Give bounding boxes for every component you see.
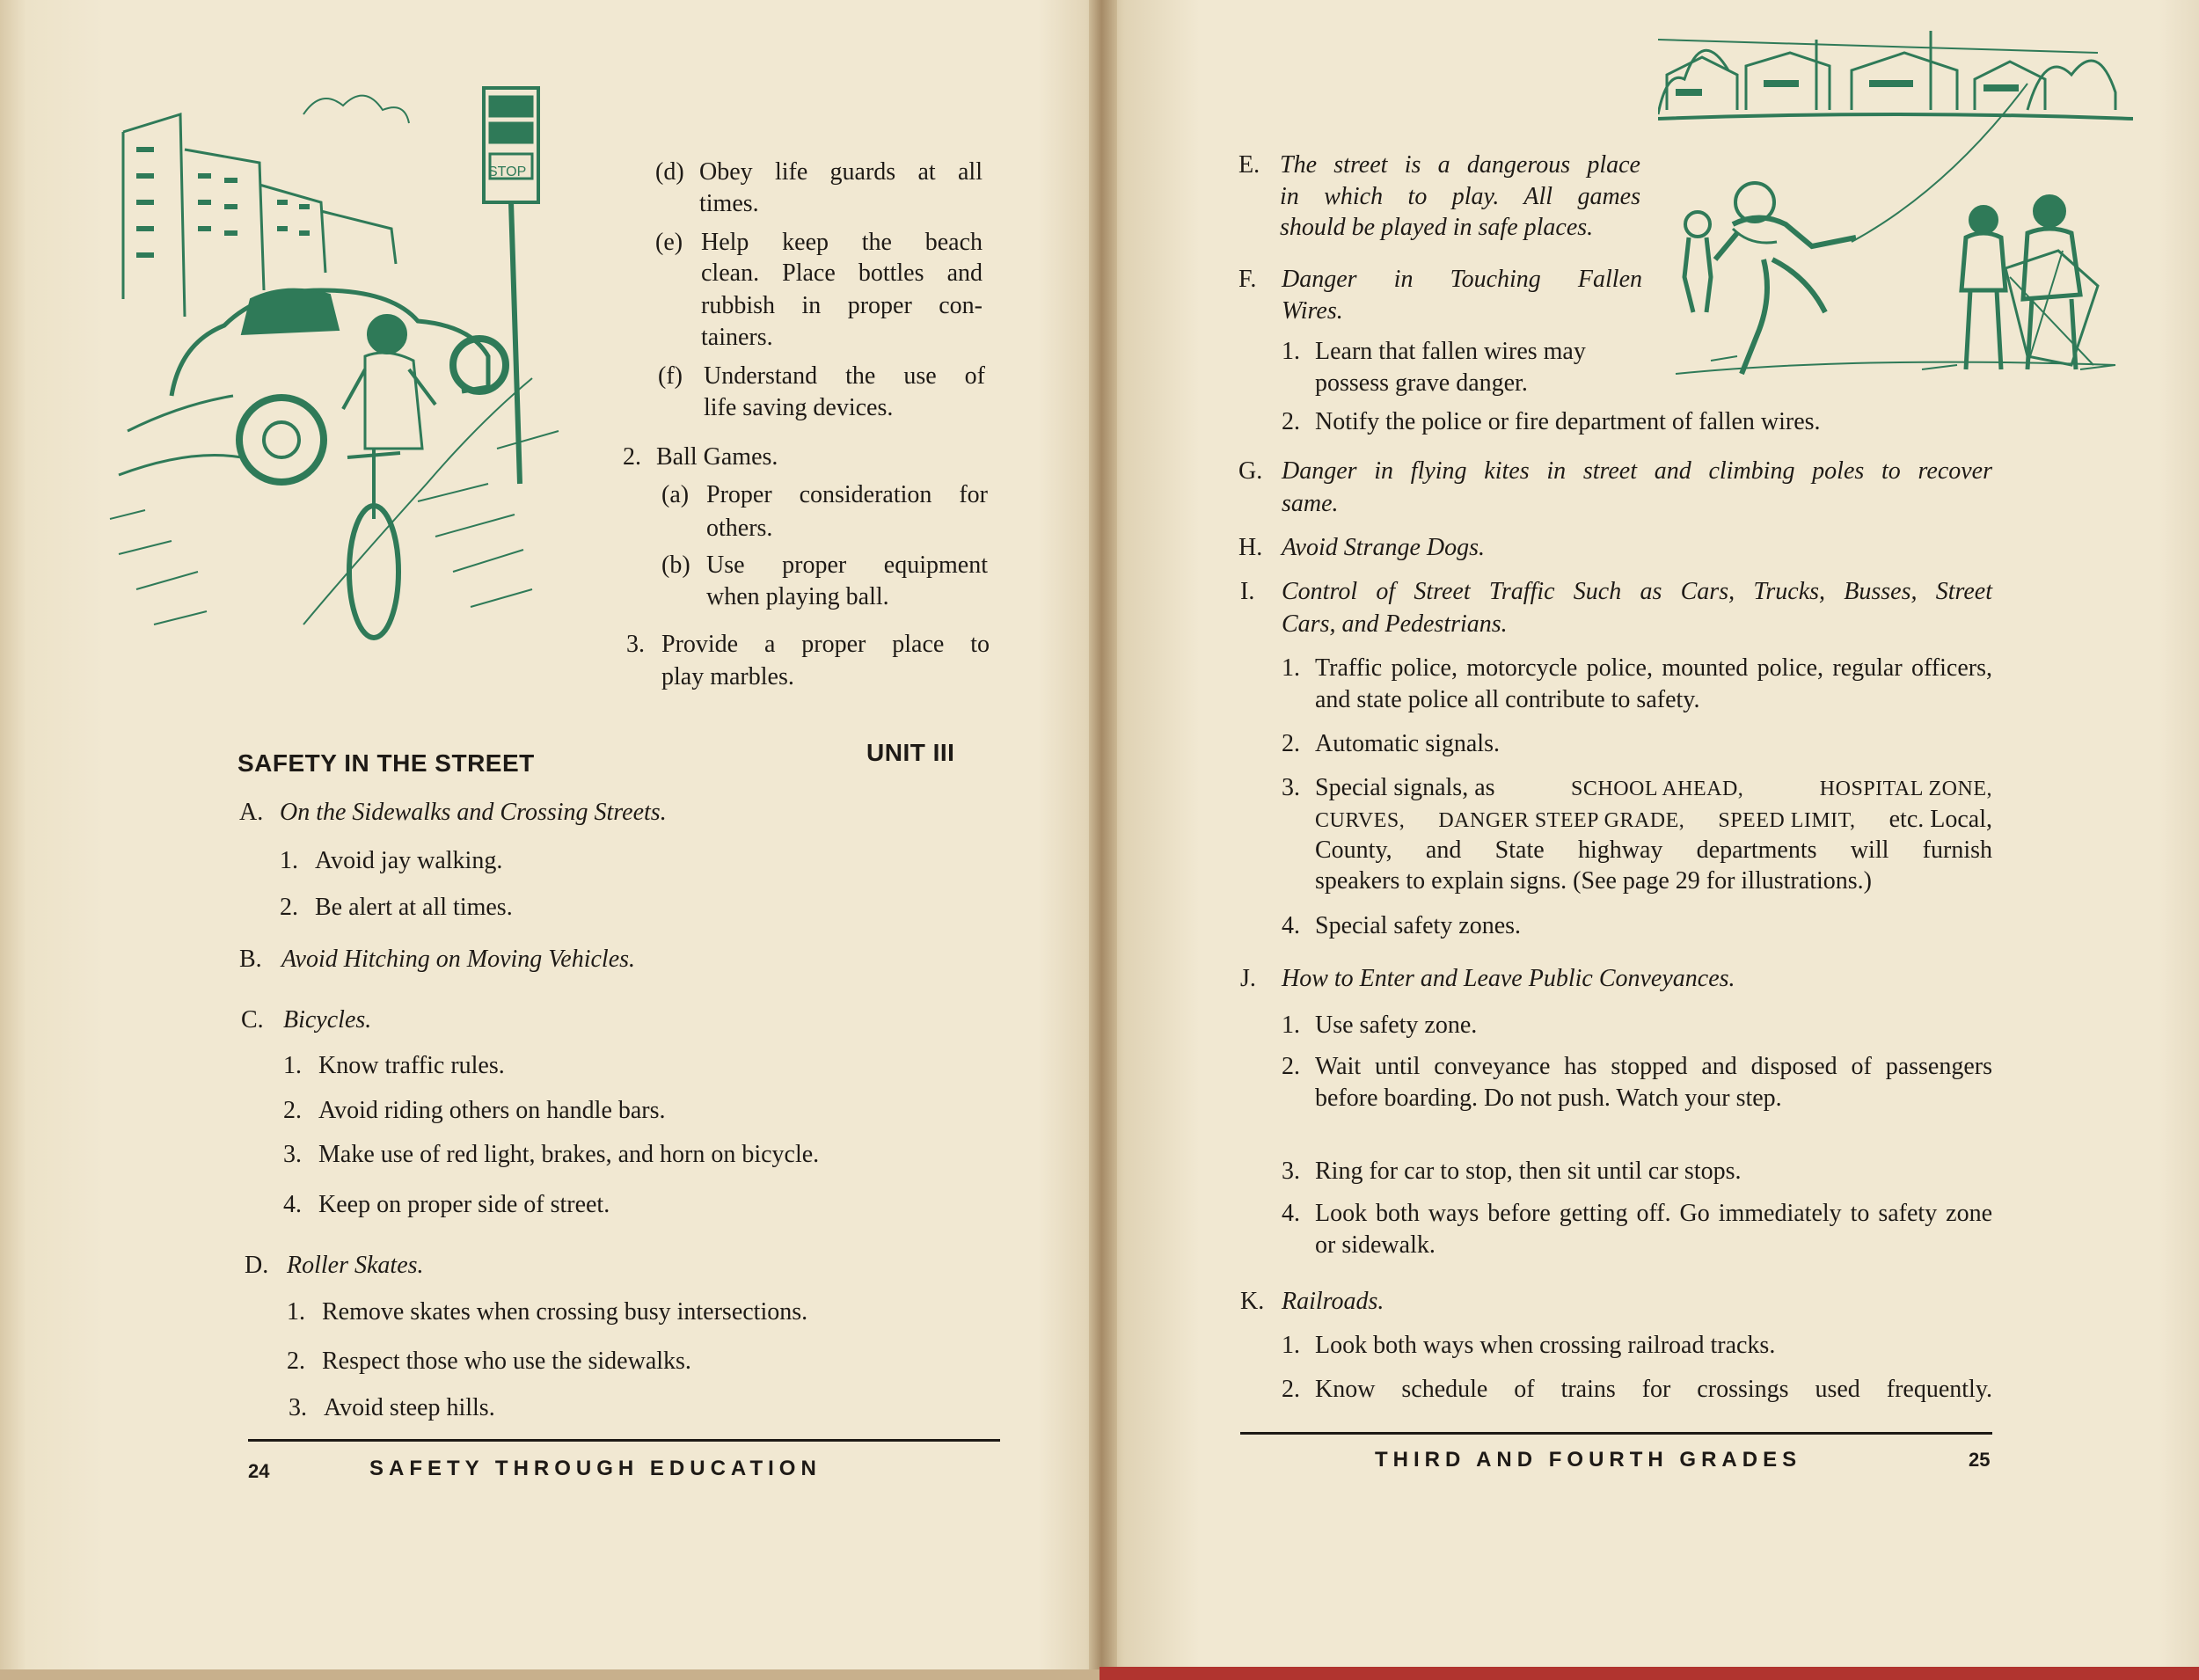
list-item: Make use of red light, brakes, and horn on bicycle. (318, 1141, 820, 1168)
section-j-title: How to Enter and Leave Public Conveyances. (1282, 965, 1735, 992)
item-line: Provide a proper place to (661, 631, 990, 658)
list-item: Look both ways before getting off. Go immediately to safety zone or sidewalk. (1315, 1200, 1992, 1259)
list-number: 2. (1282, 408, 1300, 435)
section-f-line: Wires. (1282, 297, 1343, 325)
list-number: 1. (1282, 1012, 1300, 1039)
page-number: 25 (1969, 1449, 1991, 1471)
list-item: Know traffic rules. (318, 1052, 505, 1079)
list-item: Notify the police or fire department of fallen wires. (1315, 408, 1821, 435)
item-label: (a) (661, 481, 690, 508)
section-letter: G. (1238, 457, 1263, 485)
list-number: 2. (1282, 730, 1300, 757)
section-letter: K. (1240, 1288, 1265, 1315)
item-line: others. (706, 515, 773, 542)
book-gutter (1089, 0, 1117, 1680)
list-number: 1. (287, 1298, 305, 1326)
section-e-line: in which to play. All games (1280, 183, 1640, 210)
section-title-b: Avoid Hitching on Moving Vehicles. (281, 946, 636, 973)
section-i-line: Cars, and Pedestrians. (1282, 610, 1508, 638)
item-title: Ball Games. (656, 443, 778, 471)
unit-label: UNIT III (866, 739, 955, 766)
section-letter: H. (1238, 534, 1263, 561)
page-number: 24 (248, 1460, 270, 1482)
section-g-line: same. (1282, 490, 1339, 517)
list-number: 4. (1282, 912, 1300, 939)
list-number: 2. (280, 894, 298, 921)
list-number: 1. (1282, 338, 1300, 365)
list-number: 3. (1282, 1158, 1300, 1185)
list-number: 1. (1282, 1332, 1300, 1359)
sign-speed-limit: SPEED LIMIT, (1718, 809, 1856, 832)
item-label: (e) (655, 229, 683, 256)
item-number: 3. (626, 631, 645, 658)
section-letter: J. (1240, 965, 1256, 992)
sign-school-ahead: SCHOOL AHEAD, (1571, 778, 1744, 800)
section-letter: I. (1240, 578, 1255, 605)
sign-hospital-zone: HOSPITAL ZONE, (1819, 778, 1992, 800)
item-line: Use proper equipment (706, 551, 988, 579)
section-e-line: The street is a dangerous place (1280, 151, 1640, 179)
item-line: Proper consideration for (706, 481, 988, 508)
section-i-line: Control of Street Traffic Such as Cars, Trucks, Busses, Street (1282, 578, 1992, 605)
section-title-d: Roller Skates. (287, 1252, 424, 1279)
list-item: Ring for car to stop, then sit until car stops. (1315, 1158, 1742, 1185)
section-h-title: Avoid Strange Dogs. (1282, 534, 1485, 561)
stop-sign-text: STOP (488, 164, 527, 179)
list-number: 4. (1282, 1200, 1300, 1227)
list-number: 1. (280, 847, 298, 874)
list-item: Look both ways when crossing railroad tracks. (1315, 1332, 1776, 1359)
list-number: 3. (283, 1141, 302, 1168)
list-number: 1. (283, 1052, 302, 1079)
list-item: Avoid riding others on handle bars. (318, 1097, 666, 1124)
section-letter: E. (1238, 151, 1260, 179)
running-footer: SAFETY THROUGH EDUCATION (369, 1457, 822, 1480)
item-line: Understand the use of (704, 362, 985, 390)
list-number: 3. (289, 1394, 307, 1421)
item-line: times. (699, 190, 759, 217)
footer-rule (1240, 1432, 1992, 1435)
list-item: Remove skates when crossing busy intersections. (322, 1298, 808, 1326)
section-f-line: Danger in Touching Fallen (1282, 266, 1642, 293)
item-label: (d) (655, 158, 684, 186)
list-number: 2. (287, 1348, 305, 1375)
list-item: Avoid steep hills. (324, 1394, 495, 1421)
item-number: 2. (623, 443, 641, 471)
list-item: Avoid jay walking. (315, 847, 503, 874)
section-letter: F. (1238, 266, 1257, 293)
item-line: clean. Place bottles and (701, 259, 983, 287)
section-k-title: Railroads. (1282, 1288, 1384, 1315)
list-number: 1. (1282, 654, 1300, 682)
section-title-c: Bicycles. (283, 1006, 372, 1034)
list-item: Be alert at all times. (315, 894, 513, 921)
list-item: Use safety zone. (1315, 1012, 1478, 1039)
list-item: Special safety zones. (1315, 912, 1522, 939)
list-number: 3. (1282, 774, 1300, 801)
cover-edge (1100, 1667, 2199, 1680)
item-line: life saving devices. (704, 394, 894, 421)
section-g-line: Danger in flying kites in street and climbing poles to recover (1282, 457, 1992, 485)
item-line: Help keep the beach (701, 229, 983, 256)
list-item: Learn that fallen wires may (1315, 338, 1586, 365)
list-item: Respect those who use the sidewalks. (322, 1348, 691, 1375)
list-item: Wait until conveyance has stopped and disposed of passengers before boarding. Do not push. Watch your step. (1315, 1053, 1992, 1112)
list-number: 4. (283, 1191, 302, 1218)
section-e-line: should be played in safe places. (1280, 214, 1594, 241)
list-item: Automatic signals. (1315, 730, 1500, 757)
list-number: 2. (1282, 1053, 1300, 1080)
sign-danger-steep-grade: DANGER STEEP GRADE, (1438, 809, 1685, 832)
signals-intro: Special signals, as (1315, 774, 1495, 801)
list-number: 2. (283, 1097, 302, 1124)
item-line: tainers. (701, 324, 773, 351)
list-item-line: County, and State highway departments will furnish (1315, 836, 1992, 864)
item-label: (f) (658, 362, 683, 390)
list-item-line (1315, 772, 1992, 805)
item-line: play marbles. (661, 663, 794, 690)
list-number: 2. (1282, 1376, 1300, 1403)
section-title: SAFETY IN THE STREET (237, 749, 535, 777)
list-item: Traffic police, motorcycle police, mounted police, regular officers, and state police all contribute to safety. (1315, 654, 1992, 713)
list-item-line: speakers to explain signs. (See page 29 for illustrations.) (1315, 867, 1872, 895)
item-line: rubbish in proper con- (701, 292, 983, 319)
section-letter: A. (239, 799, 264, 826)
list-item: possess grave danger. (1315, 369, 1528, 397)
section-letter: D. (245, 1252, 269, 1279)
item-line: Obey life guards at all (699, 158, 983, 186)
kite-children-illustration (1658, 22, 2133, 391)
footer-rule (248, 1439, 1000, 1442)
section-title-a: On the Sidewalks and Crossing Streets. (280, 799, 667, 826)
list-item: Keep on proper side of street. (318, 1191, 610, 1218)
list-item: Know schedule of trains for crossings used frequently. (1315, 1376, 1992, 1403)
section-letter: B. (239, 946, 262, 973)
page-edge (0, 1669, 1100, 1680)
section-letter: C. (241, 1006, 264, 1034)
sign-curves: CURVES, (1315, 809, 1406, 832)
item-line: when playing ball. (706, 583, 889, 610)
list-item-line (1315, 804, 1992, 836)
item-label: (b) (661, 551, 690, 579)
signals-etc: etc. Local, (1889, 806, 1992, 833)
running-footer: THIRD AND FOURTH GRADES (1375, 1448, 1802, 1472)
